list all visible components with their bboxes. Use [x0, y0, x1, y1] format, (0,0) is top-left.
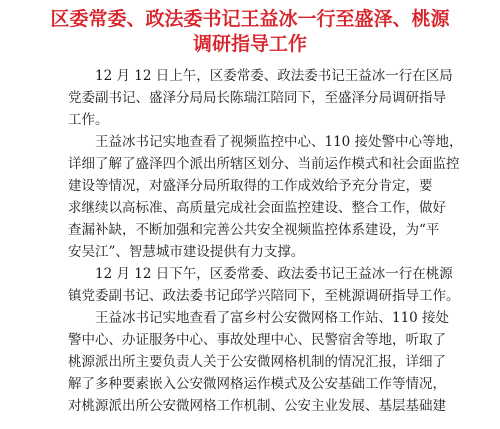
paragraph-1-line-1: 12 月 12 日上午，区委常委、政法委书记王益冰一行在区局 [95, 68, 453, 84]
paragraph-2-line-4: 求继续以高标准、高质量完成社会面监控建设、整合工作，做好 [68, 200, 446, 216]
paragraph-2-line-6: 安吴江”、智慧城市建设提供有力支撑。 [68, 244, 305, 260]
paragraph-1-line-3: 工作。 [68, 112, 109, 128]
paragraph-3-line-2: 镇党委副书记、政法委书记邱学兴陪同下，至桃源调研指导工作。 [68, 288, 460, 304]
paragraph-4-line-1: 王益冰书记实地查看了富乡村公安微网格工作站、110 接处 [95, 310, 450, 326]
paragraph-2-line-3: 建设等情况，对盛泽分局所取得的工作成效给予充分肯定，要 [68, 178, 433, 194]
paragraph-4-line-3: 桃源派出所主要负责人关于公安微网格机制的情况汇报，详细了 [68, 354, 446, 370]
paragraph-1-line-2: 党委副书记、盛泽分局局长陈瑞江陪同下，至盛泽分局调研指导 [68, 90, 446, 106]
article-title-line-2: 调研指导工作 [192, 33, 307, 55]
paragraph-2-line-1: 王益冰书记实地查看了视频监控中心、110 接处警中心等地， [95, 134, 463, 150]
paragraph-3-line-1: 12 月 12 日下午，区委常委、政法委书记王益冰一行在桃源 [95, 266, 453, 282]
paragraph-2-line-2: 详细了解了盛泽四个派出所辖区划分、当前运作模式和社会面监控 [68, 156, 460, 172]
paragraph-4-line-2: 警中心、办证服务中心、事故处理中心、民警宿舍等地，听取了 [68, 332, 446, 348]
paragraph-4-line-5: 对桃源派出所公安微网格工作机制、公安主业发展、基层基础建 [68, 398, 446, 414]
article-title-line-1: 区委常委、政法委书记王益冰一行至盛泽、桃源 [50, 8, 450, 30]
paragraph-4-line-4: 解了多种要素嵌入公安微网格运作模式及公安基础工作等情况， [68, 376, 446, 392]
paragraph-2-line-5: 查漏补缺，不断加强和完善公共安全视频监控体系建设，为“平 [68, 222, 440, 238]
